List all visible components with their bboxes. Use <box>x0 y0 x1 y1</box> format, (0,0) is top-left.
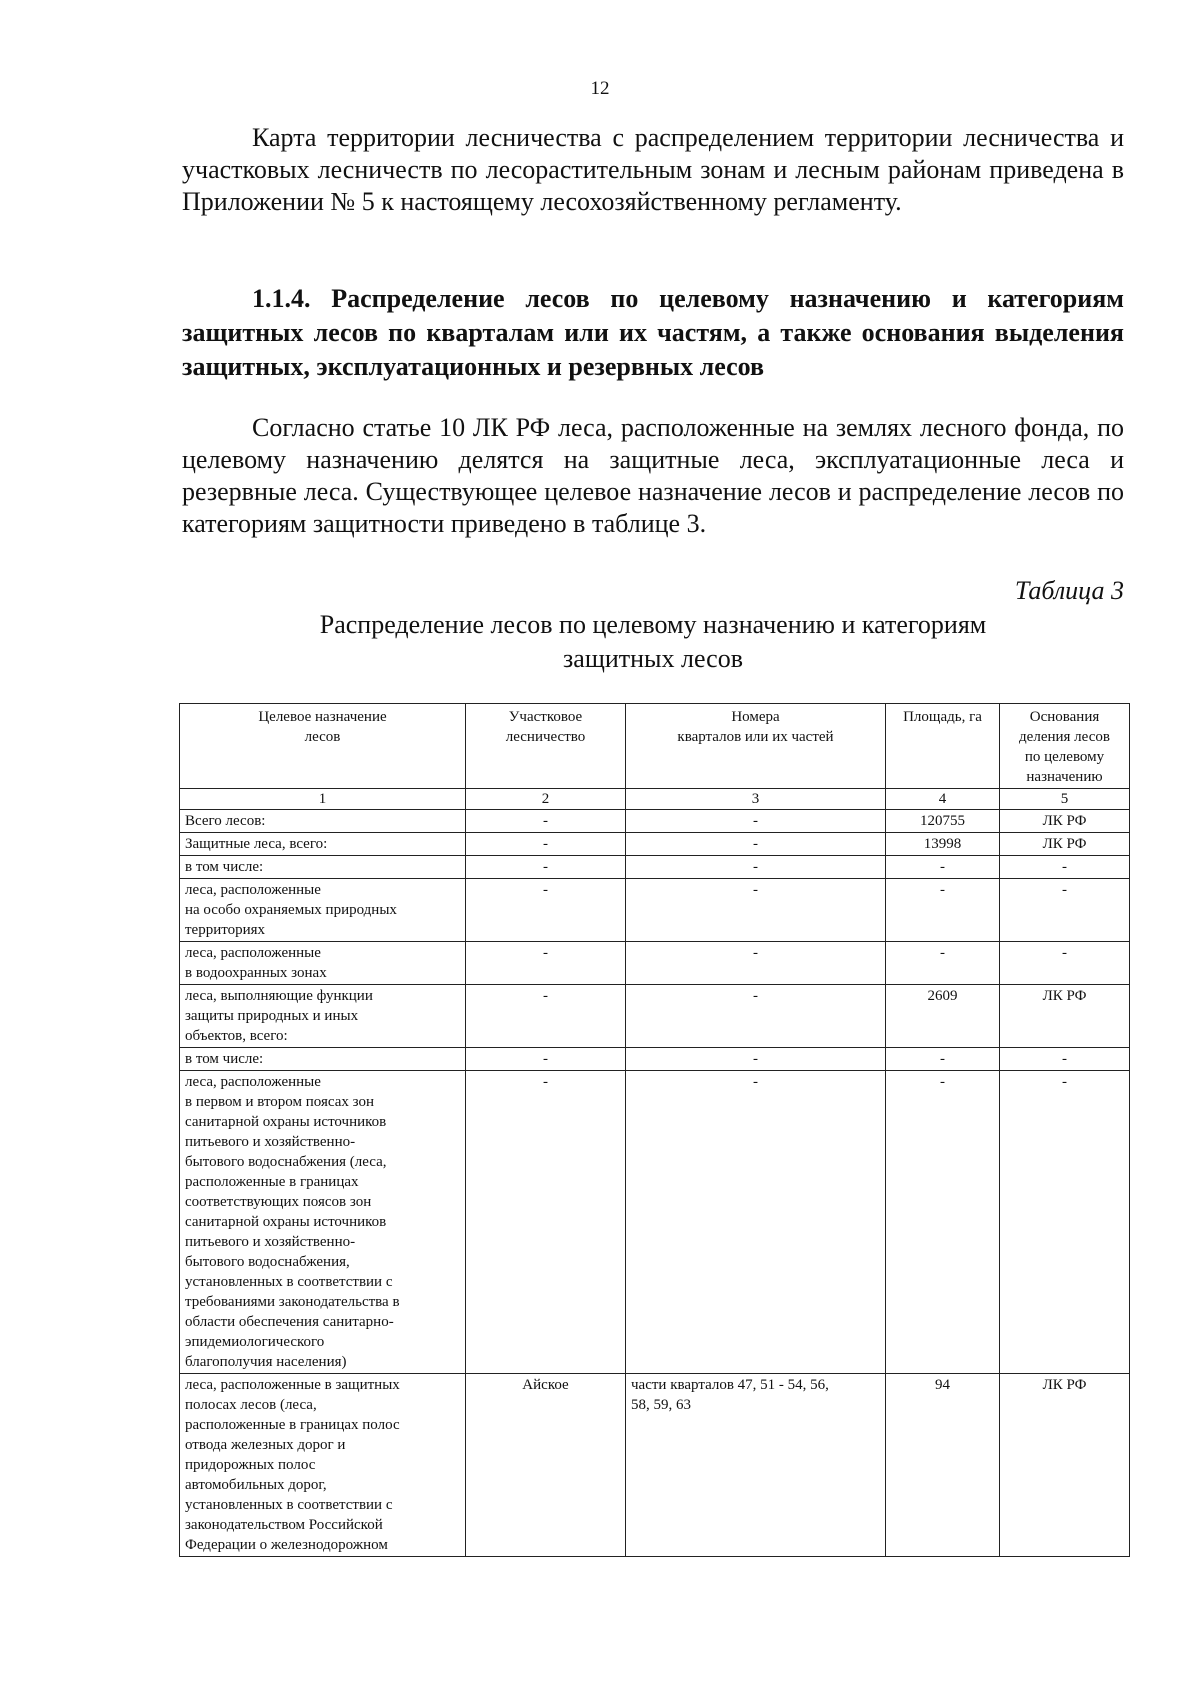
cell-text-line: придорожных полос <box>185 1457 316 1473</box>
cell-area <box>886 1071 1000 1374</box>
column-number-row <box>180 789 1130 810</box>
cell-text-line: - <box>753 1051 758 1067</box>
cell-basis <box>1000 1048 1130 1071</box>
cell-text-line: бытового водоснабжения, <box>185 1254 350 1270</box>
cell-basis <box>1000 985 1130 1048</box>
table-title-line: Распределение лесов по целевому назначению и категориям <box>319 610 987 639</box>
cell-quarters <box>626 942 886 985</box>
column-number: 3 <box>626 789 886 810</box>
cell-text-line: - <box>940 945 945 961</box>
cell-text-line: - <box>940 1074 945 1090</box>
page-number: 12 <box>590 78 610 99</box>
table-row <box>180 833 1130 856</box>
cell-district <box>466 1071 626 1374</box>
cell-purpose <box>180 985 466 1048</box>
cell-text-line: питьевого и хозяйственно- <box>185 1134 356 1150</box>
header-text-line: Основания <box>1029 709 1100 725</box>
cell-text-line: - <box>543 988 548 1004</box>
header-text-line: лесов <box>304 729 341 745</box>
cell-basis <box>1000 879 1130 942</box>
header-quarters <box>626 704 886 789</box>
cell-quarters <box>626 833 886 856</box>
cell-text-line: - <box>940 1051 945 1067</box>
cell-text-line: ЛК РФ <box>1042 836 1087 852</box>
cell-text-line: расположенные в границах <box>185 1174 359 1190</box>
cell-text-line: 13998 <box>923 836 962 852</box>
cell-area <box>886 833 1000 856</box>
table-label: Таблица 3 <box>1014 576 1124 605</box>
table-body <box>180 810 1130 1557</box>
cell-text-line: Федерации о железнодорожном <box>185 1537 388 1553</box>
cell-quarters <box>626 1071 886 1374</box>
cell-area <box>886 942 1000 985</box>
cell-text-line: расположенные в границах полос <box>185 1417 400 1433</box>
cell-text-line: санитарной охраны источников <box>185 1114 387 1130</box>
cell-quarters <box>626 1374 886 1557</box>
cell-text-line: - <box>1062 882 1067 898</box>
cell-text-line: - <box>940 859 945 875</box>
header-basis <box>1000 704 1130 789</box>
table-row <box>180 985 1130 1048</box>
cell-text-line: 58, 59, 63 <box>631 1397 691 1413</box>
cell-text-line: бытового водоснабжения (леса, <box>185 1154 387 1170</box>
cell-text-line: - <box>1062 859 1067 875</box>
paragraph-forest-purpose: Согласно статье 10 ЛК РФ леса, расположенные на землях лесного фонда, по целевому назначению делятся на защитные леса, эксплуатационные леса и резервные леса. Существующее целевое назначение лесов и распределение лесов по категориям защитности приведено в таблице 3. <box>182 413 1124 538</box>
cell-district <box>466 942 626 985</box>
cell-text-line: на особо охраняемых природных <box>185 902 397 918</box>
cell-text-line: в водоохранных зонах <box>185 965 327 981</box>
cell-text-line: в том числе: <box>185 859 264 875</box>
cell-text-line: - <box>753 1074 758 1090</box>
cell-basis <box>1000 1374 1130 1557</box>
header-text-line: по целевому <box>1024 749 1105 765</box>
cell-text-line: - <box>753 813 758 829</box>
cell-text-line: - <box>543 813 548 829</box>
cell-text-line: - <box>753 988 758 1004</box>
cell-text-line: - <box>1062 1074 1067 1090</box>
cell-purpose <box>180 833 466 856</box>
cell-district <box>466 810 626 833</box>
header-area <box>886 704 1000 789</box>
cell-text-line: объектов, всего: <box>185 1028 288 1044</box>
cell-text-line: ЛК РФ <box>1042 813 1087 829</box>
cell-quarters <box>626 985 886 1048</box>
cell-text-line: защиты природных и иных <box>185 1008 359 1024</box>
cell-text-line: леса, расположенные в защитных <box>185 1377 400 1393</box>
cell-purpose <box>180 810 466 833</box>
table-row <box>180 879 1130 942</box>
cell-text-line: - <box>543 1051 548 1067</box>
cell-basis <box>1000 833 1130 856</box>
cell-area <box>886 985 1000 1048</box>
cell-text-line: автомобильных дорог, <box>185 1477 327 1493</box>
cell-text-line: - <box>1062 1051 1067 1067</box>
header-text-line: деления лесов <box>1019 729 1110 745</box>
table-row <box>180 810 1130 833</box>
cell-text-line: санитарной охраны источников <box>185 1214 387 1230</box>
cell-basis <box>1000 810 1130 833</box>
cell-district <box>466 833 626 856</box>
cell-basis <box>1000 942 1130 985</box>
cell-text-line: - <box>543 945 548 961</box>
cell-text-line: 120755 <box>920 813 965 829</box>
column-number: 5 <box>1000 789 1130 810</box>
cell-purpose <box>180 856 466 879</box>
cell-text-line: леса, выполняющие функции <box>185 988 373 1004</box>
column-number: 4 <box>886 789 1000 810</box>
cell-text-line: Защитные леса, всего: <box>185 836 328 852</box>
cell-text-line: - <box>753 882 758 898</box>
header-text-line: Участковое <box>508 709 583 725</box>
cell-text-line: эпидемиологического <box>185 1334 325 1350</box>
cell-text-line: - <box>543 836 548 852</box>
cell-text-line: леса, расположенные <box>185 945 321 961</box>
cell-text-line: в том числе: <box>185 1051 264 1067</box>
cell-text-line: питьевого и хозяйственно- <box>185 1234 356 1250</box>
header-text-line: Номера <box>731 709 780 725</box>
cell-text-line: - <box>753 859 758 875</box>
column-number: 2 <box>466 789 626 810</box>
column-number: 1 <box>180 789 466 810</box>
header-text-line: Целевое назначение <box>258 709 387 725</box>
cell-text-line: Всего лесов: <box>185 813 266 829</box>
cell-text-line: - <box>543 1074 548 1090</box>
cell-text-line: - <box>753 945 758 961</box>
cell-district <box>466 856 626 879</box>
header-text-line: лесничество <box>505 729 586 745</box>
cell-text-line: ЛК РФ <box>1042 988 1087 1004</box>
cell-purpose <box>180 1048 466 1071</box>
cell-text-line: области обеспечения санитарно- <box>185 1314 394 1330</box>
cell-purpose <box>180 1374 466 1557</box>
section-heading: 1.1.4. Распределение лесов по целевому назначению и категориям защитных лесов по кварталам или их частям, а также основания выделения защитных, эксплуатационных и резервных лесов <box>182 284 1124 381</box>
cell-text-line: территориях <box>185 922 266 938</box>
table-row <box>180 1048 1130 1071</box>
cell-text-line: ЛК РФ <box>1042 1377 1087 1393</box>
cell-text-line: 2609 <box>927 988 958 1004</box>
cell-basis <box>1000 856 1130 879</box>
cell-quarters <box>626 810 886 833</box>
cell-area <box>886 879 1000 942</box>
cell-text-line: установленных в соответствии с <box>185 1497 393 1513</box>
cell-basis <box>1000 1071 1130 1374</box>
table-row <box>180 942 1130 985</box>
cell-quarters <box>626 879 886 942</box>
table-title-line: защитных лесов <box>563 644 743 673</box>
cell-text-line: - <box>753 836 758 852</box>
cell-text-line: законодательством Российской <box>185 1517 383 1533</box>
cell-text-line: части кварталов 47, 51 - 54, 56, <box>631 1377 829 1393</box>
cell-text-line: отвода железных дорог и <box>185 1437 346 1453</box>
header-purpose <box>180 704 466 789</box>
cell-purpose <box>180 942 466 985</box>
table-row <box>180 1374 1130 1557</box>
cell-text-line: Айское <box>522 1377 569 1393</box>
cell-text-line: 94 <box>935 1377 950 1393</box>
cell-area <box>886 1374 1000 1557</box>
cell-district <box>466 879 626 942</box>
cell-district <box>466 1374 626 1557</box>
cell-district <box>466 1048 626 1071</box>
cell-text-line: - <box>543 882 548 898</box>
cell-text-line: - <box>1062 945 1067 961</box>
cell-text-line: леса, расположенные <box>185 882 321 898</box>
cell-area <box>886 1048 1000 1071</box>
cell-text-line: - <box>543 859 548 875</box>
cell-text-line: благополучия населения) <box>185 1354 347 1370</box>
cell-area <box>886 810 1000 833</box>
table-title <box>182 608 1124 676</box>
cell-text-line: соответствующих поясов зон <box>185 1194 372 1210</box>
header-text-line: кварталов или их частей <box>677 729 834 745</box>
table-row <box>180 1071 1130 1374</box>
header-text-line: назначению <box>1026 769 1103 785</box>
table-row <box>180 856 1130 879</box>
cell-text-line: в первом и втором поясах зон <box>185 1094 375 1110</box>
paragraph-map-reference: Карта территории лесничества с распределением территории лесничества и участковых лесничеств по лесорастительным зонам и лесным районам приведена в Приложении № 5 к настоящему лесохозяйственному регламенту. <box>182 123 1124 216</box>
cell-quarters <box>626 1048 886 1071</box>
cell-text-line: требованиями законодательства в <box>185 1294 400 1310</box>
cell-purpose <box>180 879 466 942</box>
forest-distribution-table <box>179 703 1130 1557</box>
cell-area <box>886 856 1000 879</box>
table-header-row <box>180 704 1130 789</box>
cell-purpose <box>180 1071 466 1374</box>
cell-district <box>466 985 626 1048</box>
cell-text-line: - <box>940 882 945 898</box>
header-text-line: Площадь, га <box>903 709 982 725</box>
header-district <box>466 704 626 789</box>
cell-text-line: полосах лесов (леса, <box>185 1397 317 1413</box>
cell-quarters <box>626 856 886 879</box>
cell-text-line: установленных в соответствии с <box>185 1274 393 1290</box>
cell-text-line: леса, расположенные <box>185 1074 321 1090</box>
